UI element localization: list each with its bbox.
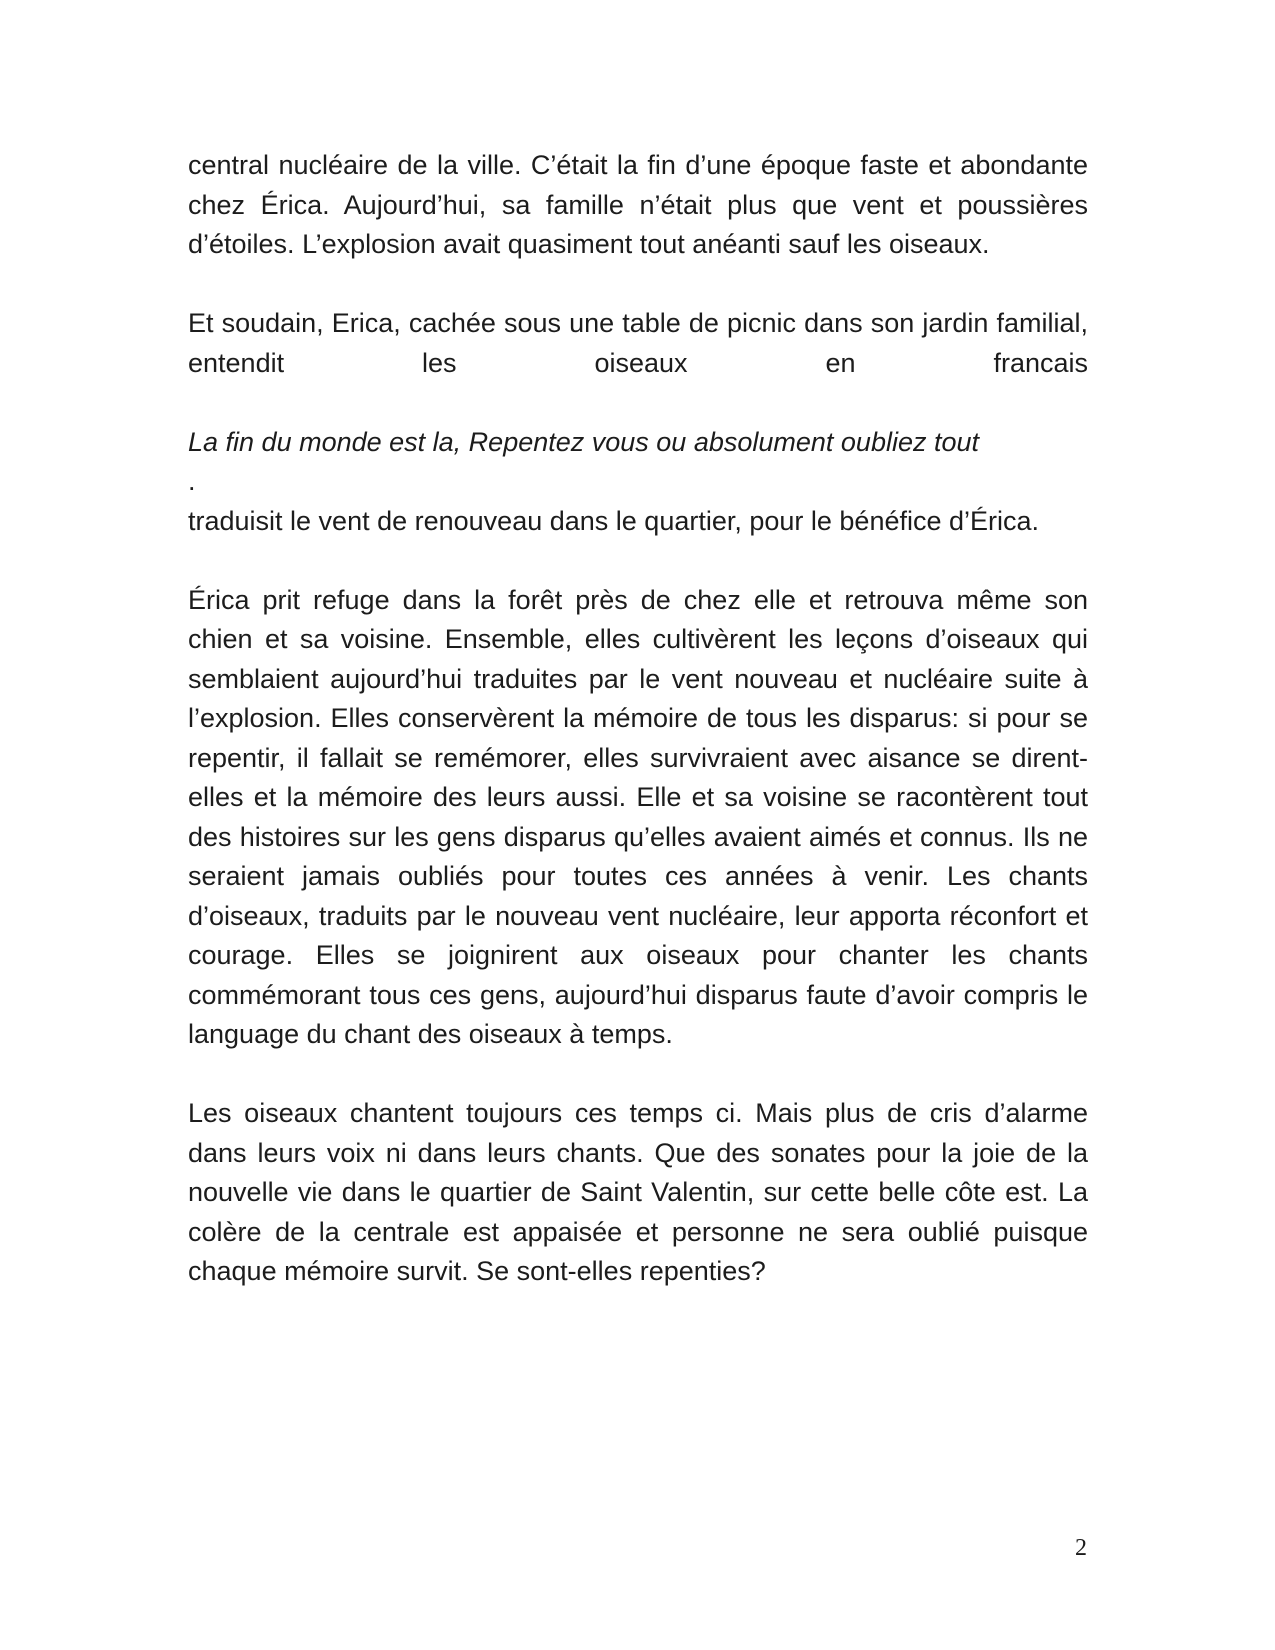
quote-line: La fin du monde est la, Repentez vous ou absolument oubliez tout: [188, 426, 980, 457]
page-number: 2: [1075, 1535, 1087, 1561]
paragraph-4: Érica prit refuge dans la forêt près de chez elle et retrouva même son chien et sa voisine. Ensemble, elles cultivèrent les leçons d’oiseaux qui semblaient aujourd’hui traduites par le vent nouveau et nucléaire suite à l’explosion. Elles conservèrent la mémoire de tous les disparus: si pour se repentir, il fallait se remémorer, elles survivraient avec aisance se dirent-elles et la mémoire des leurs aussi. Elle et sa voisine se racontèrent tout des histoires sur les gens disparus qu’elles avaient aimés et connus. Ils ne seraient jamais oubliés pour toutes ces années à venir. Les chants d’oiseaux, traduits par le nouveau vent nucléaire, leur apporta réconfort et courage. Elles se joignirent aux oiseaux pour chanter les chants commémorant tous ces gens, aujourd’hui disparus faute d’avoir compris le language du chant des oiseaux à temps.: [188, 584, 1088, 1049]
paragraph-5: Les oiseaux chantent toujours ces temps ci. Mais plus de cris d’alarme dans leurs voix ni dans leurs chants. Que des sonates pour la joie de la nouvelle vie dans le quartier de Saint Valentin, sur cette belle côte est. La colère de la centrale est appaisée et personne ne sera oublié puisque chaque mémoire survit. Se sont-elles repenties?: [188, 1098, 1088, 1286]
paragraph-2: Et soudain, Erica, cachée sous une table de picnic dans son jardin familial, entendit les oiseaux en francais: [188, 308, 1088, 378]
body-text: [188, 146, 1088, 1292]
paragraph-1: central nucléaire de la ville. C’était la fin d’une époque faste et abondante chez Érica. Aujourd’hui, sa famille n’était plus que vent et poussières d’étoiles. L’explosion avait quasiment tout anéanti sauf les oiseaux.: [188, 150, 1088, 259]
dot-line: .: [188, 466, 196, 496]
paragraph-3: traduisit le vent de renouveau dans le quartier, pour le bénéfice d’Érica.: [188, 505, 1040, 536]
